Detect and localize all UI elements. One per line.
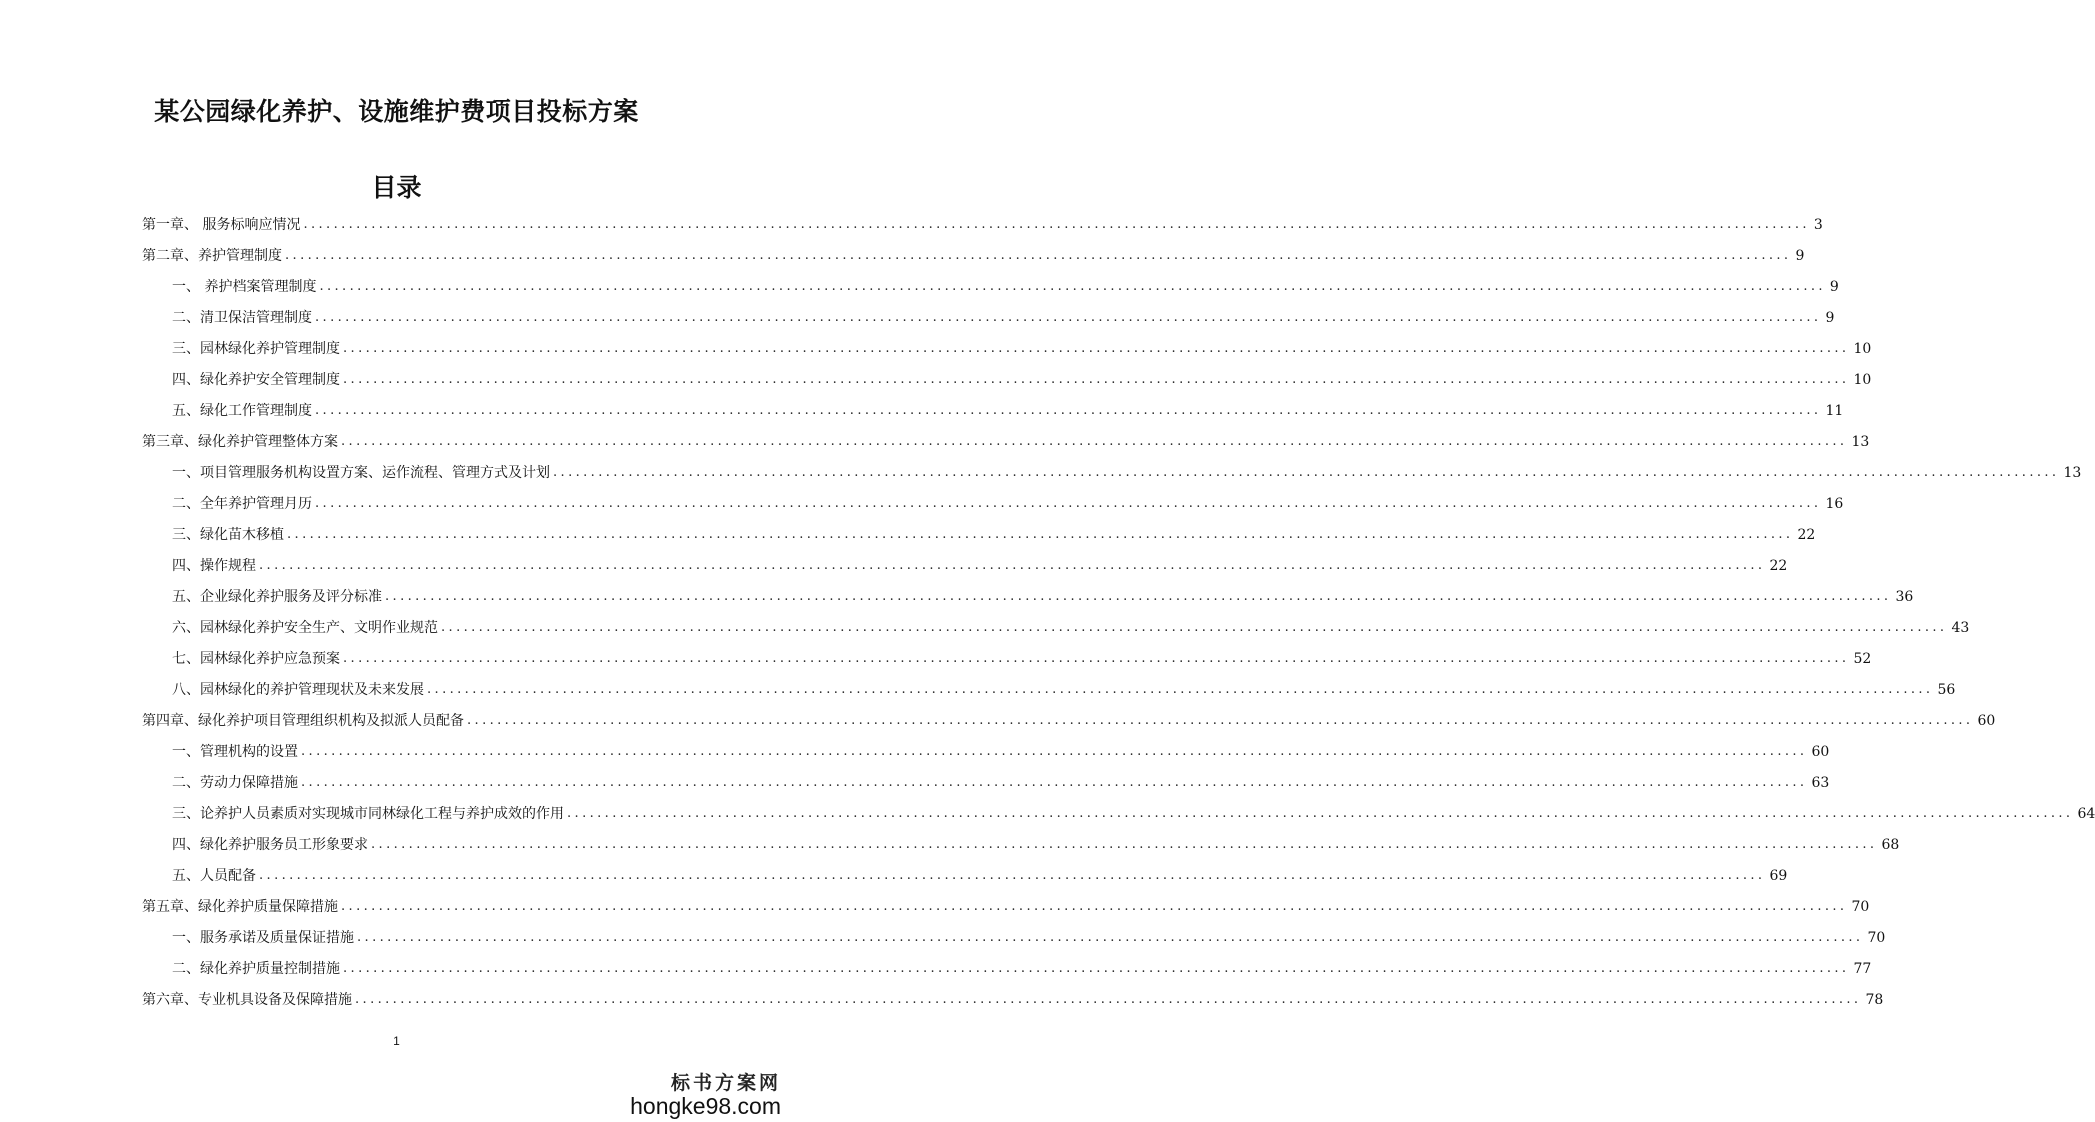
toc-section-entry[interactable] <box>172 954 1872 978</box>
toc-entry-page: 69 <box>1769 868 1788 884</box>
toc-entry-label: 二、全年养护管理月历 <box>172 496 312 512</box>
toc-entry-page: 9 <box>1829 279 1839 295</box>
toc-entry-page: 22 <box>1797 527 1816 543</box>
toc-dot-leader: ........................................................................................................................................................................................................ <box>301 775 1808 790</box>
toc-section-entry[interactable] <box>172 458 2082 482</box>
toc-entry-label: 一、管理机构的设置 <box>172 744 298 760</box>
toc-section-entry[interactable] <box>172 334 1872 358</box>
toc-entry-label: 一、项目管理服务机构设置方案、运作流程、管理方式及计划 <box>172 465 550 481</box>
toc-entry-page: 16 <box>1825 496 1844 512</box>
toc-dot-leader: ........................................................................................................................................................................................................ <box>315 310 1822 325</box>
toc-dot-leader: ........................................................................................................................................................................................................ <box>285 248 1792 263</box>
watermark-text: 标书方案网 <box>670 1072 781 1094</box>
toc-section-entry[interactable] <box>172 551 1788 575</box>
toc-dot-leader: ........................................................................................................................................................................................................ <box>357 930 1864 945</box>
toc-entry-label: 第二章、养护管理制度 <box>142 248 282 264</box>
toc-entry-page: 78 <box>1865 992 1884 1008</box>
toc-entry-label: 五、人员配备 <box>172 868 256 884</box>
toc-section-entry[interactable] <box>172 489 1844 513</box>
toc-entry-page: 10 <box>1853 372 1872 388</box>
toc-dot-leader: ........................................................................................................................................................................................................ <box>343 651 1850 666</box>
toc-entry-page: 64 <box>2077 806 2095 822</box>
toc-entry-label: 五、绿化工作管理制度 <box>172 403 312 419</box>
toc-entry-label: 六、园林绿化养护安全生产、文明作业规范 <box>172 620 438 636</box>
toc-entry-label: 四、绿化养护安全管理制度 <box>172 372 340 388</box>
toc-section-entry[interactable] <box>172 582 1914 606</box>
toc-entry-page: 60 <box>1811 744 1830 760</box>
document-title: 某公园绿化养护、设施维护费项目投标方案 <box>154 97 639 126</box>
toc-entry-label: 第四章、绿化养护项目管理组织机构及拟派人员配备 <box>142 713 464 729</box>
toc-entry-label: 三、园林绿化养护管理制度 <box>172 341 340 357</box>
toc-dot-leader: ........................................................................................................................................................................................................ <box>343 341 1850 356</box>
toc-entry-page: 9 <box>1795 248 1805 264</box>
toc-dot-leader: ........................................................................................................................................................................................................ <box>427 682 1934 697</box>
toc-entry-page: 3 <box>1813 217 1823 233</box>
toc-dot-leader: ........................................................................................................................................................................................................ <box>315 403 1822 418</box>
toc-dot-leader: ........................................................................................................................................................................................................ <box>319 279 1826 294</box>
toc-section-entry[interactable] <box>172 737 1830 761</box>
toc-dot-leader: ........................................................................................................................................................................................................ <box>467 713 1974 728</box>
toc-entry-page: 43 <box>1951 620 1970 636</box>
toc-dot-leader: ........................................................................................................................................................................................................ <box>553 465 2060 480</box>
toc-section-entry[interactable] <box>172 644 1872 668</box>
toc-entry-page: 77 <box>1853 961 1872 977</box>
toc-dot-leader: ........................................................................................................................................................................................................ <box>303 217 1810 232</box>
toc-entry-page: 36 <box>1895 589 1914 605</box>
toc-section-entry[interactable] <box>172 272 1839 296</box>
toc-dot-leader: ........................................................................................................................................................................................................ <box>341 899 1848 914</box>
toc-entry-label: 第三章、绿化养护管理整体方案 <box>142 434 338 450</box>
toc-entry-label: 八、园林绿化的养护管理现状及未来发展 <box>172 682 424 698</box>
toc-entry-page: 56 <box>1937 682 1956 698</box>
toc-entry-label: 三、论养护人员素质对实现城市同林绿化工程与养护成效的作用 <box>172 806 564 822</box>
toc-entry-label: 一、服务承诺及质量保证措施 <box>172 930 354 946</box>
toc-entry-label: 第一章、 服务标响应情况 <box>142 217 301 233</box>
toc-entry-label: 第六章、专业机具设备及保障措施 <box>142 992 352 1008</box>
toc-chapter-entry[interactable] <box>142 427 1870 451</box>
toc-section-entry[interactable] <box>172 768 1830 792</box>
toc-entry-label: 七、园林绿化养护应急预案 <box>172 651 340 667</box>
toc-chapter-entry[interactable] <box>142 706 1996 730</box>
toc-section-entry[interactable] <box>172 830 1900 854</box>
toc-entry-label: 第五章、绿化养护质量保障措施 <box>142 899 338 915</box>
toc-chapter-entry[interactable] <box>142 241 1805 265</box>
toc-dot-leader: ........................................................................................................................................................................................................ <box>371 837 1878 852</box>
toc-entry-label: 二、清卫保洁管理制度 <box>172 310 312 326</box>
toc-dot-leader: ........................................................................................................................................................................................................ <box>441 620 1948 635</box>
toc-dot-leader: ........................................................................................................................................................................................................ <box>287 527 1794 542</box>
toc-dot-leader: ........................................................................................................................................................................................................ <box>355 992 1862 1007</box>
toc-entry-label: 二、劳动力保障措施 <box>172 775 298 791</box>
toc-entry-page: 52 <box>1853 651 1872 667</box>
toc-entry-label: 二、绿化养护质量控制措施 <box>172 961 340 977</box>
toc-dot-leader: ........................................................................................................................................................................................................ <box>341 434 1848 449</box>
toc-section-entry[interactable] <box>172 396 1844 420</box>
toc-entry-label: 一、 养护档案管理制度 <box>172 279 317 295</box>
toc-section-entry[interactable] <box>172 613 1970 637</box>
watermark-url: hongke98.com <box>630 1093 781 1119</box>
toc-dot-leader: ........................................................................................................................................................................................................ <box>385 589 1892 604</box>
toc-entry-label: 四、操作规程 <box>172 558 256 574</box>
toc-entry-label: 五、企业绿化养护服务及评分标准 <box>172 589 382 605</box>
toc-entry-page: 13 <box>1851 434 1870 450</box>
toc-dot-leader: ........................................................................................................................................................................................................ <box>301 744 1808 759</box>
toc-entry-label: 四、绿化养护服务员工形象要求 <box>172 837 368 853</box>
watermark-logo <box>630 1068 781 1120</box>
toc-entry-page: 70 <box>1851 899 1870 915</box>
toc-dot-leader: ........................................................................................................................................................................................................ <box>343 372 1850 387</box>
toc-entry-page: 70 <box>1867 930 1886 946</box>
toc-chapter-entry[interactable] <box>142 985 1884 1009</box>
page-number: 1 <box>393 1034 400 1048</box>
toc-dot-leader: ........................................................................................................................................................................................................ <box>259 558 1766 573</box>
toc-heading: 目录 <box>371 173 422 202</box>
toc-section-entry[interactable] <box>172 861 1788 885</box>
toc-section-entry[interactable] <box>172 520 1816 544</box>
toc-dot-leader: ........................................................................................................................................................................................................ <box>315 496 1822 511</box>
toc-section-entry[interactable] <box>172 365 1872 389</box>
toc-chapter-entry[interactable] <box>142 892 1870 916</box>
toc-entry-page: 10 <box>1853 341 1872 357</box>
toc-entry-page: 68 <box>1881 837 1900 853</box>
toc-entry-label: 三、绿化苗木移植 <box>172 527 284 543</box>
toc-entry-page: 60 <box>1977 713 1996 729</box>
toc-entry-page: 22 <box>1769 558 1788 574</box>
toc-entry-page: 11 <box>1825 403 1844 419</box>
toc-dot-leader: ........................................................................................................................................................................................................ <box>343 961 1850 976</box>
toc-entry-page: 9 <box>1825 310 1835 326</box>
toc-section-entry[interactable] <box>172 799 2095 823</box>
toc-chapter-entry[interactable] <box>142 210 1823 234</box>
toc-section-entry[interactable] <box>172 303 1835 327</box>
toc-section-entry[interactable] <box>172 923 1886 947</box>
toc-dot-leader: ........................................................................................................................................................................................................ <box>259 868 1766 883</box>
toc-entry-page: 13 <box>2063 465 2082 481</box>
toc-dot-leader: ........................................................................................................................................................................................................ <box>567 806 2074 821</box>
toc-entry-page: 63 <box>1811 775 1830 791</box>
toc-section-entry[interactable] <box>172 675 1956 699</box>
